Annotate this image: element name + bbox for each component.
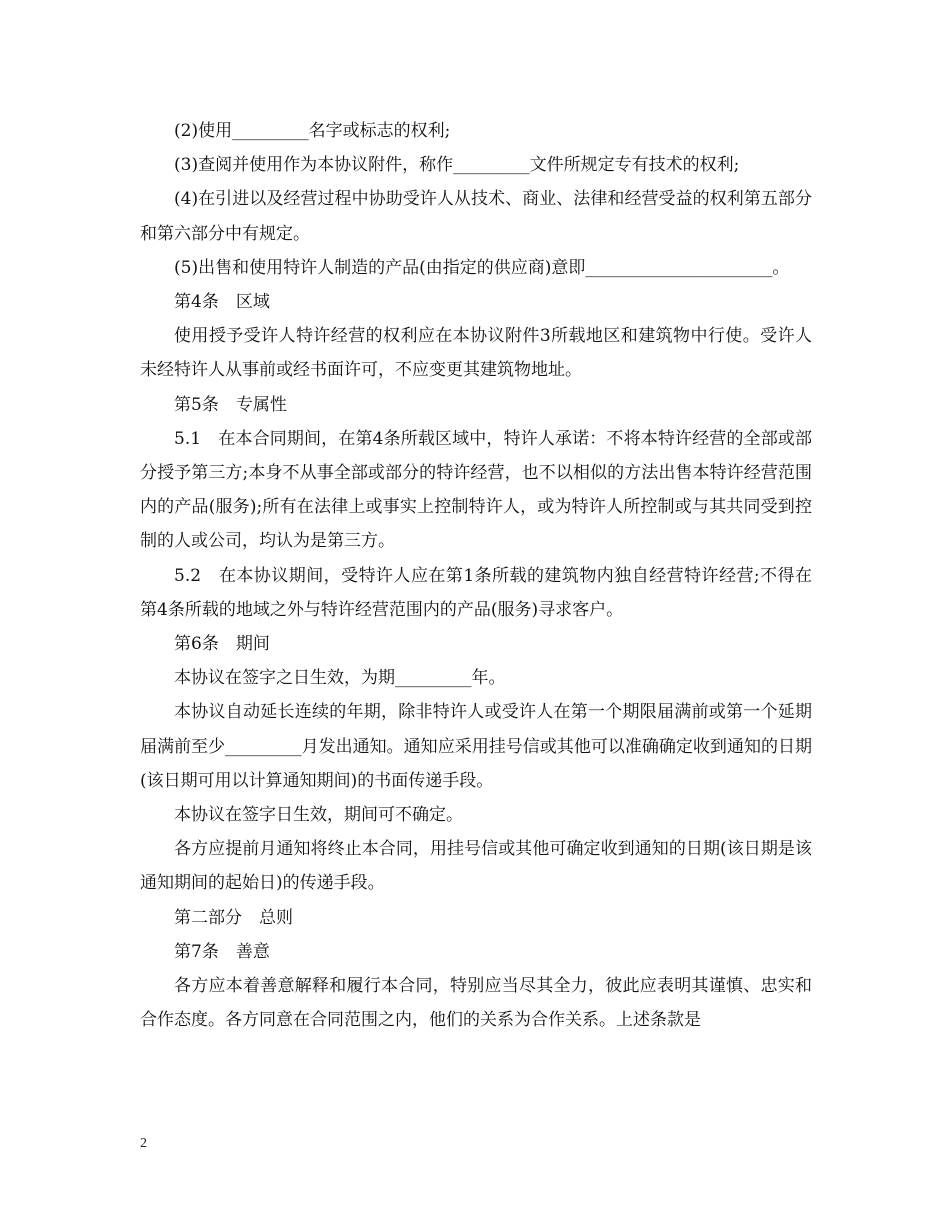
paragraph-clause-5: (5)出售和使用特许人制造的产品(由指定的供应商)意即______________________。 bbox=[174, 257, 790, 278]
paragraph-exclusivity-5-2: 5.2 在本协议期间，受特许人应在第1条所载的建筑物内独自经营特许经营;不得在第4条所载的地域之外与特许经营范围内的产品(服务)寻求客户。 bbox=[140, 565, 812, 620]
paragraph-territory: 使用授予受许人特许经营的权利应在本协议附件3所载地区和建筑物中行使。受许人未经特许人从事前或经书面许可，不应变更其建筑物地址。 bbox=[140, 326, 812, 381]
paragraph-clause-4: (4)在引进以及经营过程中协助受许人从技术、商业、法律和经营受益的权利第五部分和第六部分中有规定。 bbox=[140, 189, 812, 244]
paragraph-term-renewal: 本协议自动延长连续的年期，除非特许人或受许人在第一个期限届满前或第一个延期届满前至少_________月发出通知。通知应采用挂号信或其他可以准确确定收到通知的日期(该日期可用以计算通知期间)的书面传递手段。 bbox=[140, 702, 812, 791]
heading-article-4: 第4条 区域 bbox=[174, 292, 270, 313]
document-body bbox=[140, 114, 812, 1037]
paragraph-term-termination: 各方应提前月通知将终止本合同，用挂号信或其他可确定收到通知的日期(该日期是该通知期间的起始日)的传递手段。 bbox=[140, 839, 812, 894]
paragraph-exclusivity-5-1: 5.1 在本合同期间，在第4条所载区域中，特许人承诺：不将本特许经营的全部或部分授予第三方;本身不从事全部或部分的特许经营，也不以相似的方法出售本特许经营范围内的产品(服务);所有在法律上或事实上控制特许人，或为特许人所控制或与其共同受到控制的人或公司，均认为是第三方。 bbox=[140, 428, 812, 552]
heading-article-7: 第7条 善意 bbox=[174, 941, 270, 962]
heading-article-5: 第5条 专属性 bbox=[174, 394, 287, 415]
paragraph-term-indefinite: 本协议在签字日生效，期间可不确定。 bbox=[174, 805, 463, 826]
paragraph-good-faith: 各方应本着善意解释和履行本合同，特别应当尽其全力，彼此应表明其谨慎、忠实和合作态度。各方同意在合同范围之内，他们的关系为合作关系。上述条款是 bbox=[140, 976, 812, 1031]
paragraph-term-effective: 本协议在签字之日生效，为期_________年。 bbox=[174, 668, 506, 689]
heading-article-6: 第6条 期间 bbox=[174, 634, 270, 655]
paragraph-clause-3: (3)查阅并使用作为本协议附件，称作_________文件所规定专有技术的权利; bbox=[174, 155, 740, 176]
heading-part-2: 第二部分 总则 bbox=[174, 907, 293, 928]
page-number: 2 bbox=[140, 1136, 147, 1151]
paragraph-clause-2: (2)使用_________名字或标志的权利; bbox=[174, 121, 451, 141]
